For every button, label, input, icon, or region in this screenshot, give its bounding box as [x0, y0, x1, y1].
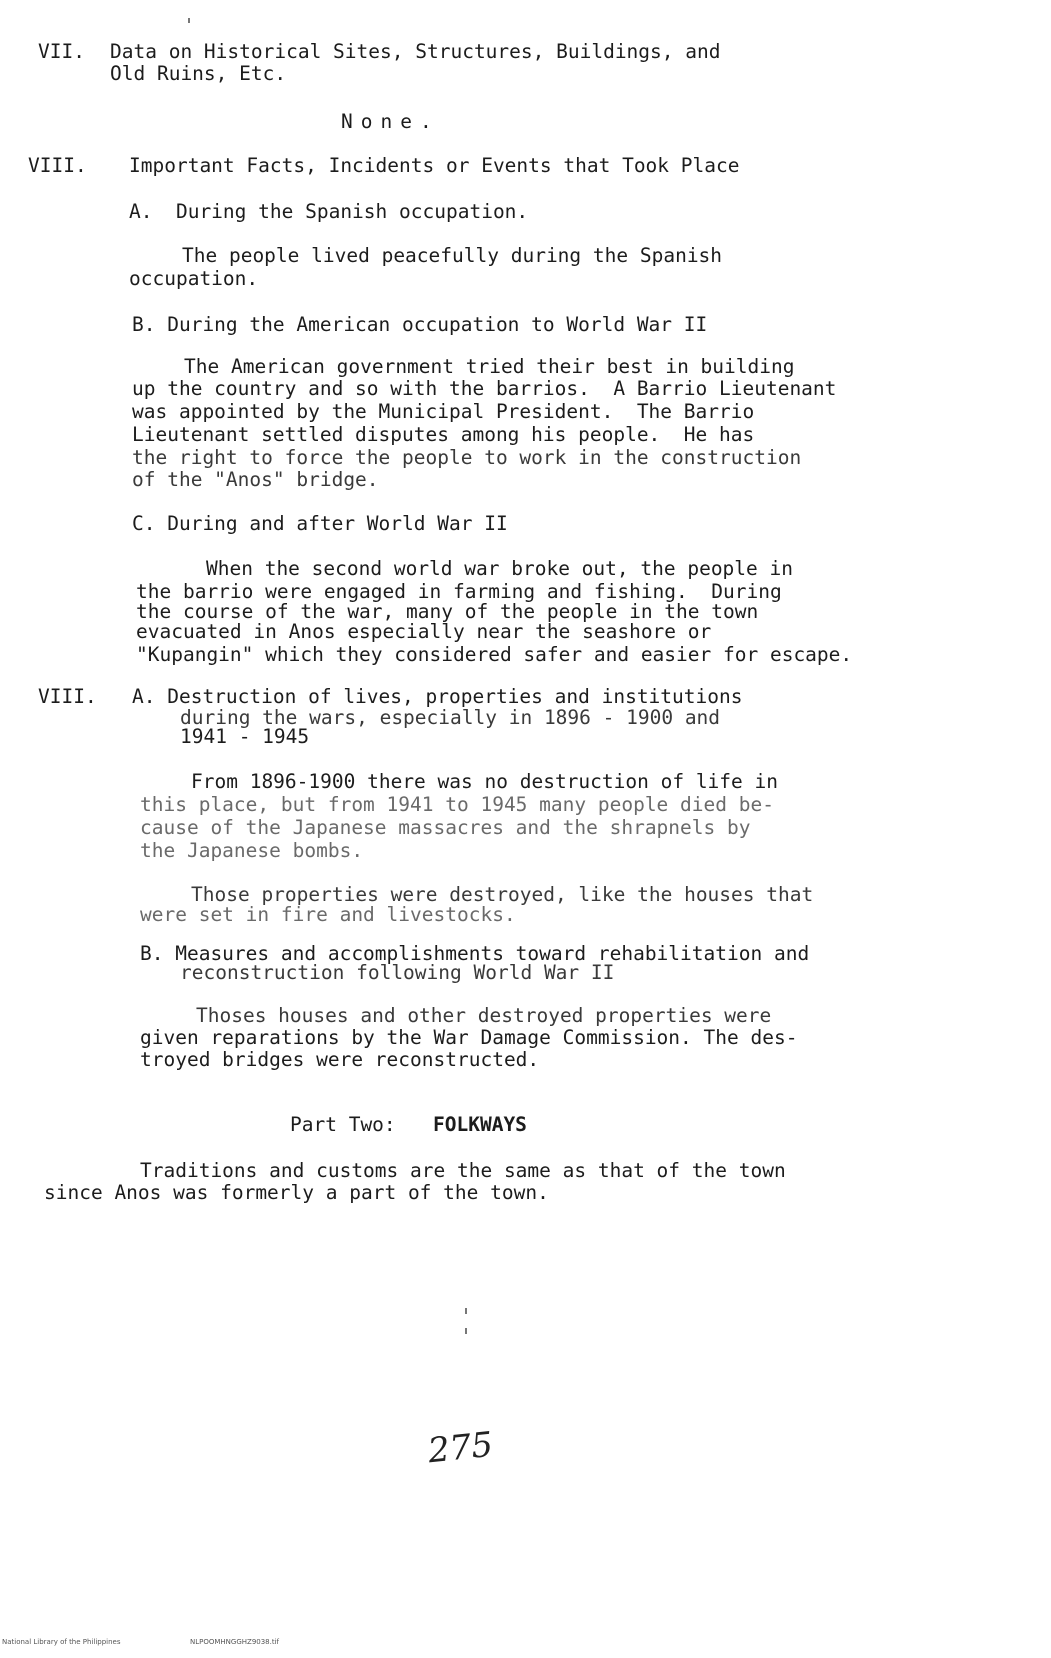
- section-viii-continued-b-body-line: given reparations by the War Damage Commission. The des-: [140, 1026, 798, 1049]
- section-viii-continued-a-body-line: cause of the Japanese massacres and the shrapnels by: [140, 816, 751, 839]
- section-viii-continued-b-heading: B. Measures and accomplishments toward rehabilitation and: [140, 942, 810, 965]
- section-viii-continued-a-body-line: From 1896-1900 there was no destruction of life in: [191, 770, 778, 793]
- section-viii-c-body-line: When the second world war broke out, the people in: [206, 557, 793, 580]
- footer-library-name: National Library of the Philippines: [2, 1638, 121, 1646]
- section-viii-continued-a-body2-line: Those properties were destroyed, like the houses that: [191, 883, 814, 906]
- section-viii-continued-number: VIII.: [38, 685, 97, 708]
- section-vii-title-line-2: Old Ruins, Etc.: [110, 62, 287, 85]
- section-viii-b-body-line: up the country and so with the barrios. A Barrio Lieutenant: [132, 377, 837, 400]
- section-viii-continued-a-heading: during the wars, especially in 1896 - 1900 and: [180, 706, 721, 729]
- section-viii-continued-a-heading: A. Destruction of lives, properties and institutions: [132, 685, 743, 708]
- section-viii-b-body-line: Lieutenant settled disputes among his people. He has: [132, 423, 755, 446]
- none-statement: None.: [341, 110, 440, 133]
- section-viii-continued-a-body-line: the Japanese bombs.: [140, 839, 364, 862]
- section-viii-b-body-line: the right to force the people to work in the construction: [132, 446, 802, 469]
- part-two-body-line: since Anos was formerly a part of the town.: [44, 1181, 549, 1204]
- footer-file-id: NLPOOMHNGGHZ9038.tif: [190, 1638, 280, 1646]
- part-two-label: Part Two:: [290, 1113, 396, 1136]
- section-viii-continued-b-body-line: troyed bridges were reconstructed.: [140, 1048, 540, 1071]
- scan-speck: [465, 1308, 467, 1314]
- scan-speck: [465, 1328, 467, 1334]
- section-vii-number: VII.: [38, 40, 85, 63]
- section-viii-continued-b-body-line: Thoses houses and other destroyed properties were: [196, 1004, 772, 1027]
- section-viii-c-body-line: "Kupangin" which they considered safer and easier for escape.: [136, 643, 853, 666]
- section-viii-continued-b-heading: reconstruction following World War II: [180, 961, 615, 984]
- section-viii-b-body-line: The American government tried their best in building: [184, 355, 795, 378]
- section-viii-b-heading: B. During the American occupation to World War II: [132, 313, 708, 336]
- section-viii-a-body-line: occupation.: [129, 267, 259, 290]
- section-viii-a-heading: A. During the Spanish occupation.: [129, 200, 529, 223]
- handwritten-page-number: 275: [426, 1424, 495, 1472]
- part-two-title: FOLKWAYS: [433, 1113, 527, 1136]
- section-viii-c-body-line: the barrio were engaged in farming and fishing. During: [136, 580, 782, 603]
- section-viii-continued-a-body2-line: were set in fire and livestocks.: [140, 903, 516, 926]
- section-viii-c-body-line: evacuated in Anos especially near the seashore or: [136, 620, 712, 643]
- section-viii-b-body-line: was appointed by the Municipal President. The Barrio: [132, 400, 755, 423]
- section-viii-title: Important Facts, Incidents or Events that Took Place: [129, 154, 740, 177]
- section-viii-c-body-line: the course of the war, many of the people in the town: [136, 600, 759, 623]
- scan-speck: [188, 18, 190, 23]
- part-two-body-line: Traditions and customs are the same as that of the town: [140, 1159, 786, 1182]
- section-vii-title-line-1: Data on Historical Sites, Structures, Buildings, and: [110, 40, 721, 63]
- section-viii-c-heading: C. During and after World War II: [132, 512, 508, 535]
- section-viii-continued-a-heading: 1941 - 1945: [180, 725, 310, 748]
- section-viii-a-body-line: The people lived peacefully during the Spanish: [182, 244, 723, 267]
- section-viii-number: VIII.: [28, 154, 87, 177]
- section-viii-continued-a-body-line: this place, but from 1941 to 1945 many people died be-: [140, 793, 774, 816]
- section-viii-b-body-line: of the "Anos" bridge.: [132, 468, 379, 491]
